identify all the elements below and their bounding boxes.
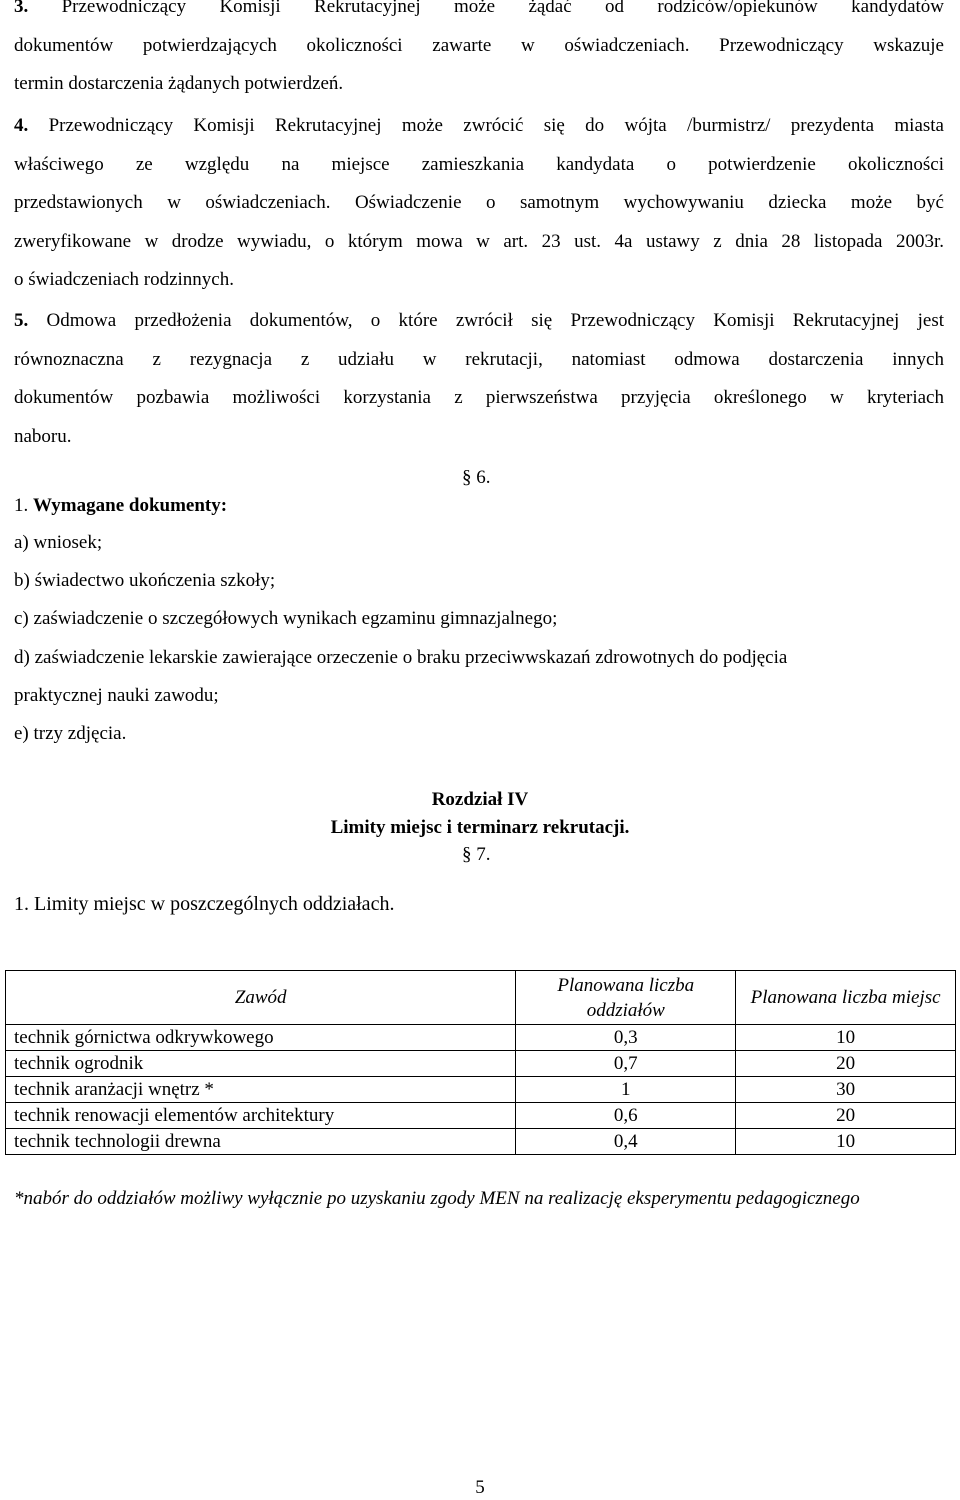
section-4-line-3: przedstawionych w oświadczeniach. Oświadczenie o samotnym wychowywaniu dziecka może być bbox=[14, 192, 944, 213]
section-4-number: 4. bbox=[14, 115, 29, 136]
section-3-line-3: termin dostarczenia żądanych potwierdzeń. bbox=[14, 73, 344, 94]
places-cell: 20 bbox=[736, 1051, 956, 1077]
table-row bbox=[6, 1025, 956, 1051]
section-3-number: 3. bbox=[14, 0, 29, 17]
paragraph-7-heading: § 7. bbox=[462, 844, 491, 865]
chapter-subtitle: Limity miejsc i terminarz rekrutacji. bbox=[330, 817, 630, 838]
page-number: 5 bbox=[475, 1477, 485, 1498]
places-cell: 30 bbox=[736, 1077, 956, 1103]
document-item-b: b) świadectwo ukończenia szkoły; bbox=[14, 570, 276, 591]
classes-cell: 0,4 bbox=[516, 1129, 736, 1155]
chapter-title: Rozdział IV bbox=[431, 789, 529, 810]
required-documents-number: 1. bbox=[14, 495, 29, 516]
table-footnote: *nabór do oddziałów możliwy wyłącznie po uzyskaniu zgody MEN na realizację eksperymentu pedagogicznego bbox=[14, 1188, 860, 1209]
section-5 bbox=[14, 302, 944, 456]
profession-cell: technik renowacji elementów architektury bbox=[6, 1103, 516, 1129]
places-cell: 20 bbox=[736, 1103, 956, 1129]
section-4-line-2: właściwego ze względu na miejsce zamieszkania kandydata o potwierdzenie okoliczności bbox=[14, 153, 944, 175]
profession-cell: technik technologii drewna bbox=[6, 1129, 516, 1155]
document-item-c: c) zaświadczenie o szczegółowych wynikach egzaminu gimnazjalnego; bbox=[14, 608, 558, 629]
required-documents-title bbox=[14, 494, 227, 518]
section-5-line-2: równoznaczna z rezygnacja z udziału w rekrutacji, natomiast odmowa dostarczenia innych bbox=[14, 348, 944, 370]
paragraph-6-heading: § 6. bbox=[462, 467, 491, 488]
limits-title: 1. Limity miejsc w poszczególnych oddziałach. bbox=[14, 893, 395, 915]
classes-cell: 1 bbox=[516, 1077, 736, 1103]
classes-cell: 0,6 bbox=[516, 1103, 736, 1129]
section-5-line-1: Odmowa przedłożenia dokumentów, o które zwrócił się Przewodniczący Komisji Rekrutacyjnej jest bbox=[46, 310, 944, 331]
profession-cell: technik górnictwa odkrywkowego bbox=[6, 1025, 516, 1051]
classes-cell: 0,7 bbox=[516, 1051, 736, 1077]
table-row bbox=[6, 1077, 956, 1103]
section-3 bbox=[14, 0, 944, 104]
places-cell: 10 bbox=[736, 1025, 956, 1051]
header-planned-classes: Planowana liczba oddziałów bbox=[516, 971, 736, 1025]
required-documents-label: Wymagane dokumenty: bbox=[33, 495, 228, 516]
profession-cell: technik ogrodnik bbox=[6, 1051, 516, 1077]
places-cell: 10 bbox=[736, 1129, 956, 1155]
profession-cell: technik aranżacji wnętrz * bbox=[6, 1077, 516, 1103]
table-row bbox=[6, 1129, 956, 1155]
section-5-line-3: dokumentów pozbawia możliwości korzystania z pierwszeństwa przyjęcia określonego w kryteriach bbox=[14, 387, 944, 408]
table-row bbox=[6, 1103, 956, 1129]
document-item-d: d) zaświadczenie lekarskie zawierające orzeczenie o braku przeciwwskazań zdrowotnych do podjęcia bbox=[14, 647, 788, 668]
section-3-line-1: Przewodniczący Komisji Rekrutacyjnej może żądać od rodziców/opiekunów kandydatów bbox=[61, 0, 944, 17]
document-item-d-continued: praktycznej nauki zawodu; bbox=[14, 685, 219, 706]
classes-cell: 0,3 bbox=[516, 1025, 736, 1051]
header-profession: Zawód bbox=[6, 971, 516, 1025]
limits-table bbox=[5, 970, 956, 1155]
header-planned-places: Planowana liczba miejsc bbox=[736, 971, 956, 1025]
section-4-line-4: zweryfikowane w drodze wywiadu, o którym mowa w art. 23 ust. 4a ustawy z dnia 28 listopada 2003r. bbox=[14, 230, 944, 252]
table-row bbox=[6, 1051, 956, 1077]
section-3-line-2: dokumentów potwierdzających okoliczności zawarte w oświadczeniach. Przewodniczący wskazuje bbox=[14, 34, 944, 56]
table-header-row bbox=[6, 971, 956, 1025]
section-4-line-1: Przewodniczący Komisji Rekrutacyjnej może zwrócić się do wójta /burmistrz/ prezydenta miasta bbox=[48, 115, 944, 136]
section-5-line-4: naboru. bbox=[14, 425, 72, 447]
document-item-a: a) wniosek; bbox=[14, 532, 103, 553]
section-4-line-5: o świadczeniach rodzinnych. bbox=[14, 269, 234, 290]
section-5-number: 5. bbox=[14, 310, 29, 331]
document-item-e: e) trzy zdjęcia. bbox=[14, 723, 127, 744]
section-4 bbox=[14, 107, 944, 300]
